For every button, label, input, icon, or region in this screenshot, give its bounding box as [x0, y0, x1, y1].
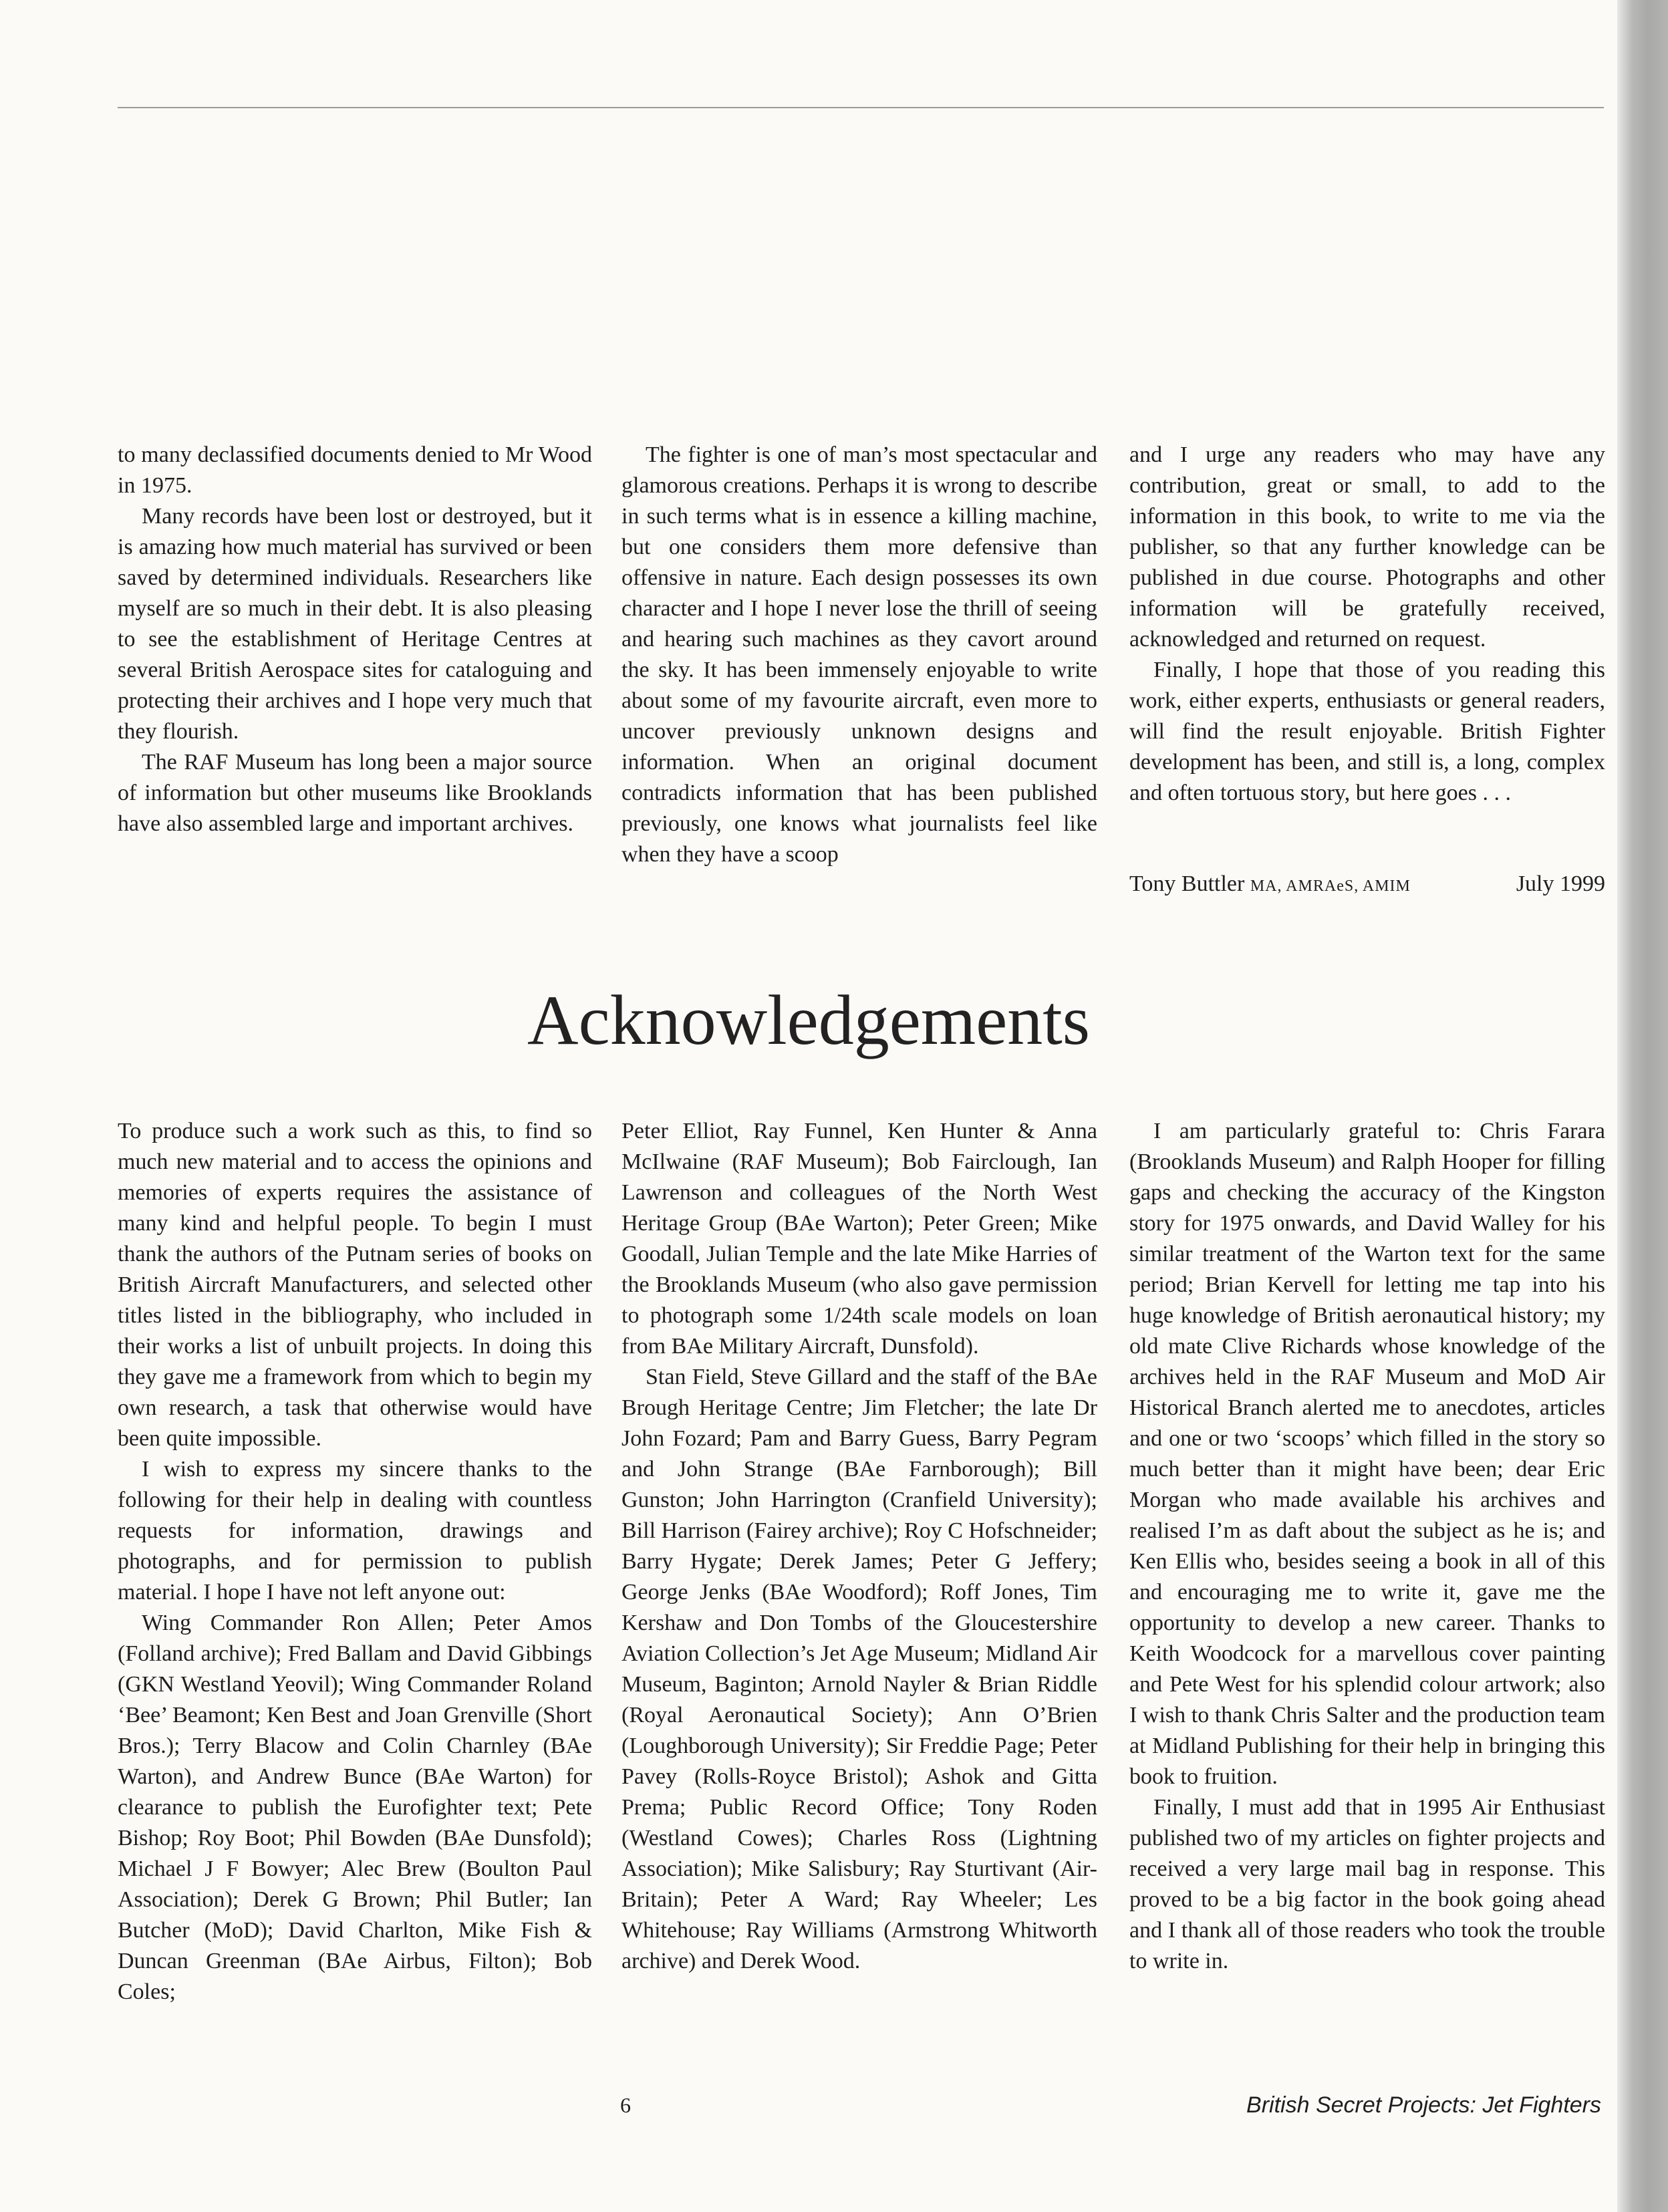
paragraph: Stan Field, Steve Gillard and the staff of the BAe Brough Heritage Centre; Jim Fletcher; the late Dr John Fozard; Pam and Barry Guess, Barry Pegram and John Strange (BAe Farnborough); Bill Gunston; John Harrington (Cranfield University); Bill Harrison (Fairey archive); Roy C Hofschneider; Barry Hygate; Derek James; Peter G Jeffery; George Jenks (BAe Woodford); Roff Jones, Tim Kershaw and Don Tombs of the Gloucestershire Aviation Collection’s Jet Age Museum; Midland Air Museum, Baginton; Arnold Nayler & Brian Riddle (Royal Aeronautical Society); Ann O’Brien (Loughborough University); Sir Freddie Page; Peter Pavey (Rolls-Royce Bristol); Ashok and Gitta Prema; Public Record Office; Tony Roden (Westland Cowes); Charles Ross (Lightning Association); Mike Salisbury; Ray Sturtivant (Air-Britain); Peter A Ward; Ray Wheeler; Les Whitehouse; Ray Williams (Armstrong Whitworth archive) and Derek Wood. — [621, 1365, 1097, 1973]
acknowledgements-column-2 — [621, 1116, 1097, 1977]
acknowledgements-column-1 — [118, 1116, 592, 2008]
paragraph: Finally, I must add that in 1995 Air Enthusiast published two of my articles on fighter projects and received a very large mail bag in response. This proved to be a big factor in the book going ahead and I thank all of those readers who took the trouble to write in. — [1129, 1795, 1605, 1973]
signature-date: July 1999 — [1516, 871, 1605, 896]
paragraph: The RAF Museum has long been a major source of information but other museums like Brooklands have also assembled large and important archives. — [118, 750, 592, 836]
running-head: British Secret Projects: Jet Fighters — [1246, 2092, 1601, 2118]
paragraph: The fighter is one of man’s most spectacular and glamorous creations. Perhaps it is wrong to describe in such terms what is in essence a killing machine, but one considers them more defensive than offensive in nature. Each design possesses its own character and I hope I never lose the thrill of seeing and hearing such machines as they cavort around the sky. It has been immensely enjoyable to write about some of my favourite aircraft, even more to uncover previously unknown designs and information. When an original document contradicts information that has been published previously, one knows what journalists feel like when they have a scoop — [621, 442, 1097, 867]
preface-column-3 — [1129, 440, 1605, 809]
author-line — [1129, 869, 1411, 902]
paragraph: Peter Elliot, Ray Funnel, Ken Hunter & Anna McIlwaine (RAF Museum); Bob Fairclough, Ian Lawrenson and colleagues of the North West Heritage Group (BAe Warton); Peter Green; Mike Goodall, Julian Temple and the late Mike Harries of the Brooklands Museum (who also gave permission to photograph some 1/24th scale models on loan from BAe Military Aircraft, Dunsfold). — [621, 1119, 1097, 1359]
paragraph: I am particularly grateful to: Chris Farara (Brooklands Museum) and Ralph Hooper for filling gaps and checking the accuracy of the Kingston story for 1975 onwards, and David Walley for his similar treatment of the Warton text for the same period; Brian Kervell for letting me tap into his huge knowledge of British aeronautical history; my old mate Clive Richards whose knowledge of the archives held in the RAF Museum and MoD Air Historical Branch alerted me to anecdotes, articles and one or two ‘scoops’ which filled in the story so much better than it might have been; dear Eric Morgan who made available his archives and realised I’m as daft about the subject as he is; and Ken Ellis who, besides seeing a book in all of this and encouraging me to write it, gave me the opportunity to develop a new career. Thanks to Keith Woodcock for a marvellous cover painting and Pete West for his splendid colour artwork; also I wish to thank Chris Salter and the production team at Midland Publishing for their help in bringing this book to fruition. — [1129, 1119, 1605, 1789]
paragraph: Finally, I hope that those of you reading this work, either experts, enthusiasts or general readers, will find the result enjoyable. British Fighter development has been, and still is, a long, complex and often tortuous story, but here goes . . . — [1129, 658, 1605, 805]
paragraph: Many records have been lost or destroyed, but it is amazing how much material has survived or been saved by determined individuals. Researchers like myself are so much in their debt. It is also pleasing to see the establishment of Heritage Centres at several British Aerospace sites for cataloguing and protecting their archives and I hope very much that they flourish. — [118, 504, 592, 744]
page-number: 6 — [620, 2093, 631, 2117]
top-rule — [118, 107, 1604, 108]
preface-column-1 — [118, 440, 592, 839]
scan-edge-shadow — [1617, 0, 1668, 2212]
paragraph: I wish to express my sincere thanks to the following for their help in dealing with countless requests for information, drawings and photographs, and for permission to publish material. I hope I have not left anyone out: — [118, 1457, 592, 1605]
section-heading: Acknowledgements — [527, 981, 1090, 1059]
acknowledgements-column-3 — [1129, 1116, 1605, 1977]
paragraph: Wing Commander Ron Allen; Peter Amos (Folland archive); Fred Ballam and David Gibbings (GKN Westland Yeovil); Wing Commander Roland ‘Bee’ Beamont; Ken Best and Joan Grenville (Short Bros.); Terry Blacow and Colin Charnley (BAe Warton), and Andrew Bunce (BAe Warton) for clearance to publish the Eurofighter text; Pete Bishop; Roy Boot; Phil Bowden (BAe Dunsfold); Michael J F Bowyer; Alec Brew (Boulton Paul Association); Derek G Brown; Phil Butler; Ian Butcher (MoD); David Charlton, Mike Fish & Duncan Greenman (BAe Airbus, Filton); Bob Coles; — [118, 1611, 592, 2004]
author-signature — [1129, 869, 1605, 902]
paragraph: and I urge any readers who may have any contribution, great or small, to add to the information in this book, to write to me via the publisher, so that any further knowledge can be published in due course. Photographs and other information will be gratefully received, acknowledged and returned on request. — [1129, 442, 1605, 652]
author-name: Tony Buttler — [1129, 871, 1245, 896]
paragraph: To produce such a work such as this, to find so much new material and to access the opinions and memories of experts requires the assistance of many kind and helpful people. To begin I must thank the authors of the Putnam series of books on British Aircraft Manufacturers, and selected other titles listed in the bibliography, who included in their works a list of unbuilt projects. In doing this they gave me a framework from which to begin my own research, a task that otherwise would have been quite impossible. — [118, 1119, 592, 1451]
paragraph: to many declassified documents denied to Mr Wood in 1975. — [118, 442, 592, 498]
preface-column-2 — [621, 440, 1097, 870]
author-postnominals: MA, AMRAeS, AMIM — [1250, 877, 1411, 895]
